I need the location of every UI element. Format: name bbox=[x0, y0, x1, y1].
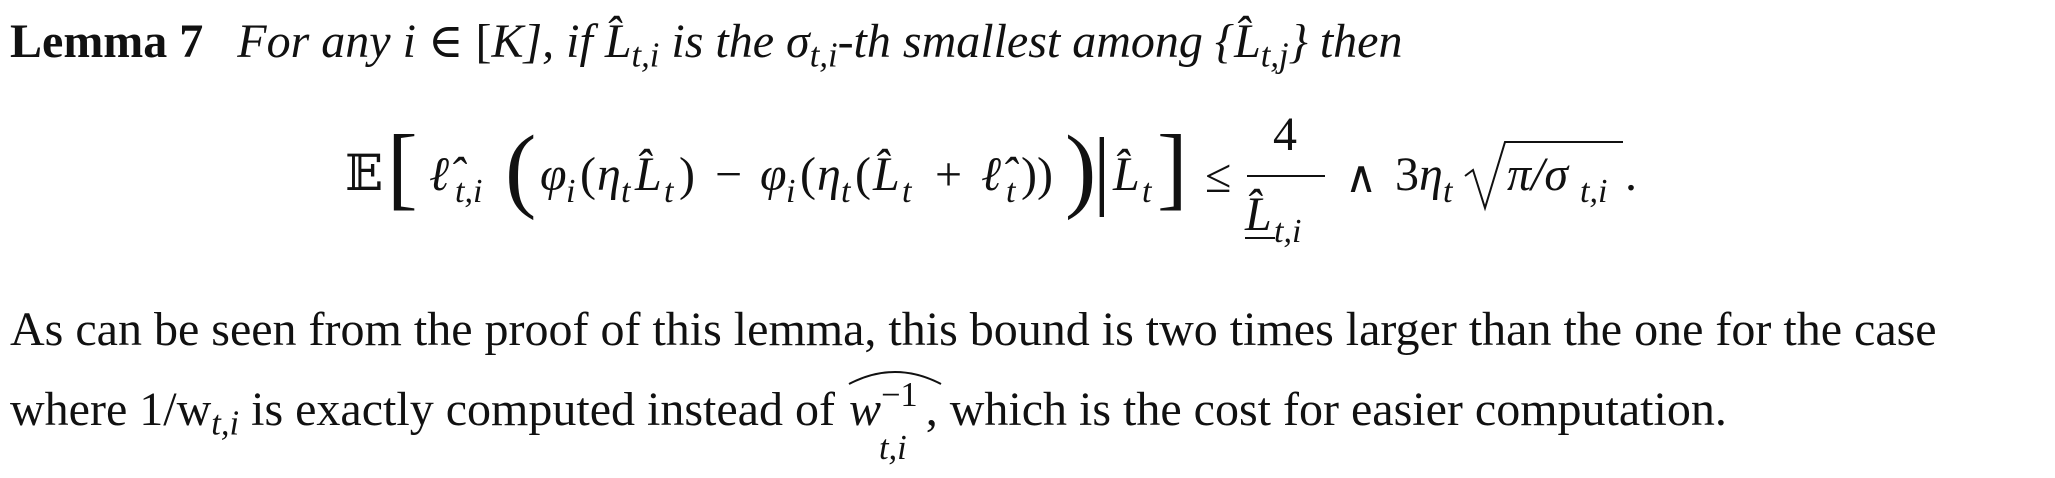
lemma-statement bbox=[10, 12, 1402, 86]
lemma-math-K: K bbox=[491, 15, 524, 68]
Lhat3: L̂ bbox=[1113, 148, 1140, 201]
lemma-label: Lemma 7 bbox=[10, 15, 204, 68]
ellhat-sub: t,i bbox=[455, 173, 483, 210]
phi1-sub: i bbox=[566, 173, 576, 210]
lemma-text-part1: For any bbox=[237, 15, 403, 68]
winv-sub: t,i bbox=[878, 429, 907, 467]
ellhat-term: ℓ̂ bbox=[429, 148, 449, 201]
wedge-sign: ∧ bbox=[1345, 153, 1378, 202]
minus-sign: − bbox=[715, 148, 743, 201]
Lhat3-sub: t bbox=[1142, 173, 1152, 210]
plus-sign: + bbox=[935, 148, 963, 201]
paragraph-inline-math bbox=[139, 383, 240, 443]
Lhat2: L̂ bbox=[873, 148, 900, 201]
winv-sup: −1 bbox=[880, 376, 918, 414]
big-right-paren: ) bbox=[1065, 117, 1097, 221]
paragraph-line-2-part1: where bbox=[10, 383, 140, 436]
phi1: φ bbox=[540, 148, 567, 201]
phi2: φ bbox=[760, 148, 787, 201]
lemma-math-Lhat-ti: L̂ bbox=[604, 15, 632, 68]
eta1-sub: t bbox=[621, 173, 631, 210]
paragraph-inline-math-sub: t,i bbox=[211, 404, 240, 443]
lemma-text-part5: is the bbox=[659, 15, 787, 68]
fraction-denominator-sub: t,i bbox=[1274, 213, 1302, 250]
phi2-open: ( bbox=[800, 148, 816, 201]
lemma-math-Lhat-tj: L̂ bbox=[1234, 15, 1261, 68]
ellhat2: ℓ̂ bbox=[981, 148, 1001, 201]
eta1: η bbox=[597, 148, 621, 201]
right-bracket: ] bbox=[1157, 116, 1188, 218]
display-equation bbox=[345, 108, 1815, 262]
sqrt-body: π/σ bbox=[1507, 148, 1569, 201]
paragraph-winv bbox=[847, 376, 924, 467]
paragraph-inline-math-main: 1/w bbox=[139, 383, 212, 436]
Lhat2-sub: t bbox=[902, 173, 912, 210]
eta3-sub: t bbox=[1443, 173, 1453, 210]
ellhat2-sub: t bbox=[1006, 173, 1016, 210]
lemma-text-part7: } then bbox=[1288, 15, 1403, 68]
equation-svg bbox=[345, 108, 1815, 262]
phi2-sub: i bbox=[786, 173, 796, 210]
equation-period: . bbox=[1625, 148, 1637, 201]
phi1-open: ( bbox=[580, 148, 596, 201]
lemma-math-sigma-sub: t,i bbox=[809, 36, 838, 75]
fraction-numerator: 4 bbox=[1273, 108, 1297, 161]
conditional-bar: | bbox=[1093, 121, 1111, 218]
big-left-paren: ( bbox=[505, 117, 537, 221]
lemma-math-sigma: σ bbox=[786, 15, 810, 68]
left-bracket: [ bbox=[387, 116, 418, 218]
eta2: η bbox=[817, 148, 841, 201]
expectation-symbol: 𝔼 bbox=[345, 145, 384, 201]
paragraph-line-2 bbox=[10, 376, 2040, 467]
phi1-close: ) bbox=[679, 148, 695, 201]
paragraph-line-1: As can be seen from the proof of this lemma, this bound is two times larger than the one for the case bbox=[10, 303, 1937, 356]
eta3: η bbox=[1419, 148, 1443, 201]
lemma-math-Lhat-tj-sub: t,j bbox=[1260, 36, 1289, 75]
eta2-sub: t bbox=[841, 173, 851, 210]
lemma-text-part4: ], if bbox=[523, 15, 605, 68]
leq-sign: ≤ bbox=[1205, 150, 1232, 203]
sqrt-body-sub: t,i bbox=[1580, 173, 1608, 210]
lemma-text-part2: ∈ [ bbox=[415, 15, 492, 68]
lemma-math-Lhat-ti-sub: t,i bbox=[631, 36, 660, 75]
Lhat1: L̂ bbox=[635, 148, 662, 201]
paragraph-line-2-part2: is exactly computed instead of bbox=[239, 383, 847, 436]
inner-open: ( bbox=[855, 148, 871, 201]
inner-close: )) bbox=[1021, 148, 1053, 201]
lemma-text-part6: -th smallest among { bbox=[837, 15, 1235, 68]
winv-main: w bbox=[848, 383, 881, 436]
coefficient-three: 3 bbox=[1395, 148, 1419, 201]
Lhat1-sub: t bbox=[664, 173, 674, 210]
fraction-denominator: L̂ bbox=[1245, 188, 1272, 241]
paragraph-line-2-part3: , which is the cost for easier computation. bbox=[925, 383, 1727, 436]
lemma-math-i: i bbox=[402, 15, 416, 68]
